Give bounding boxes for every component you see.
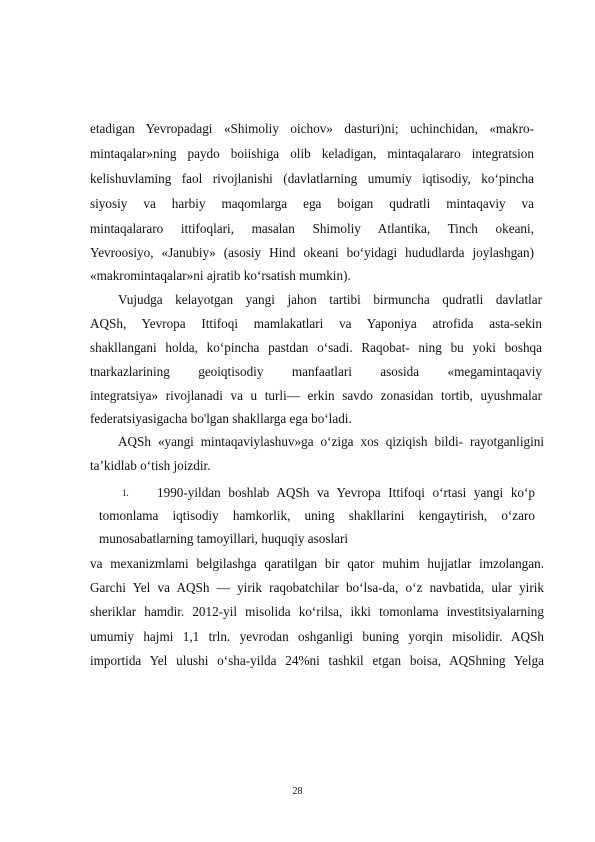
text-line: munosabatlarning tamoyillari, huquqiy asoslari	[99, 531, 349, 546]
text-line: tomonlama iqtisodiy hamkorlik, uning shakllarini kengaytirish, o‘zaro	[99, 508, 535, 523]
text-line: va mexanizmlami belgilashga qaratilgan bir qator muhim hujjatlar imzolangan.	[90, 556, 544, 571]
text-line: umumiy hajmi 1,1 trln. yevrodan oshganligi buning yorqin misolidir. AQSh	[90, 629, 544, 644]
text-line: Yevroosiyo, «Janubiy» (asosiy Hind okeani bo‘yidagi hududlarda joylashgan)	[90, 245, 534, 260]
text-line: mintaqalar»ning paydo boiishiga olib keladigan, mintaqalararo integratsion	[90, 146, 534, 161]
text-line: Vujudga kelayotgan yangi jahon tartibi birmuncha qudratli davlatlar	[118, 292, 542, 307]
text-line: federatsiyasigacha bo'lgan shakllarga ega bo‘ladi.	[90, 411, 352, 426]
text-line: sheriklar hamdir. 2012-yil misolida ko‘rilsa, ikki tomonlama investitsiyalarning	[90, 604, 544, 619]
text-line: AQSh, Yevropa Ittifoqi mamlakatlari va Yaponiya atrofida asta-sekin	[90, 316, 542, 331]
text-line: 1990-yildan boshlab AQSh va Yevropa Ittifoqi o‘rtasi yangi ko‘p	[157, 485, 535, 500]
list-marker: 1.	[122, 488, 129, 498]
text-line: shakllangani holda, ko‘pincha pastdan o‘sadi. Raqobat- ning bu yoki boshqa	[90, 340, 542, 355]
text-line: tnarkazlarining geoiqtisodiy manfaatlari asosida «megamintaqaviy	[90, 364, 542, 379]
text-line: etadigan Yevropadagi «Shimoliy oichov» dasturi)ni; uchinchidan, «makro-	[90, 121, 534, 136]
text-line: importida Yel ulushi o‘sha-yilda 24%ni tashkil etgan boisa, AQShning Yelga	[90, 653, 544, 668]
text-line: ta’kidlab o‘tish joizdir.	[90, 458, 211, 473]
text-line: integratsiya» rivojlanadi va u turli— erkin savdo zonasidan tortib, uyushmalar	[90, 388, 542, 403]
text-line: siyosiy va harbiy maqomlarga ega boigan qudratli mintaqaviy va	[90, 196, 534, 211]
text-line: AQSh «yangi mintaqaviylashuv»ga o‘ziga xos qiziqish bildi- rayotganligini	[118, 434, 544, 449]
text-line: Garchi Yel va AQSh — yirik raqobatchilar bo‘lsa-da, o‘z navbatida, ular yirik	[90, 580, 544, 595]
text-line: kelishuvlaming faol rivojlanishi (davlatlarning umumiy iqtisodiy, ko‘pincha	[90, 171, 534, 186]
page-number: 28	[292, 786, 303, 797]
text-line: mintaqalararo ittifoqlari, masalan Shimoliy Atlantika, Tinch okeani,	[90, 221, 534, 236]
text-line: «makromintaqalar»ni ajratib ko‘rsatish mumkin).	[90, 268, 351, 283]
